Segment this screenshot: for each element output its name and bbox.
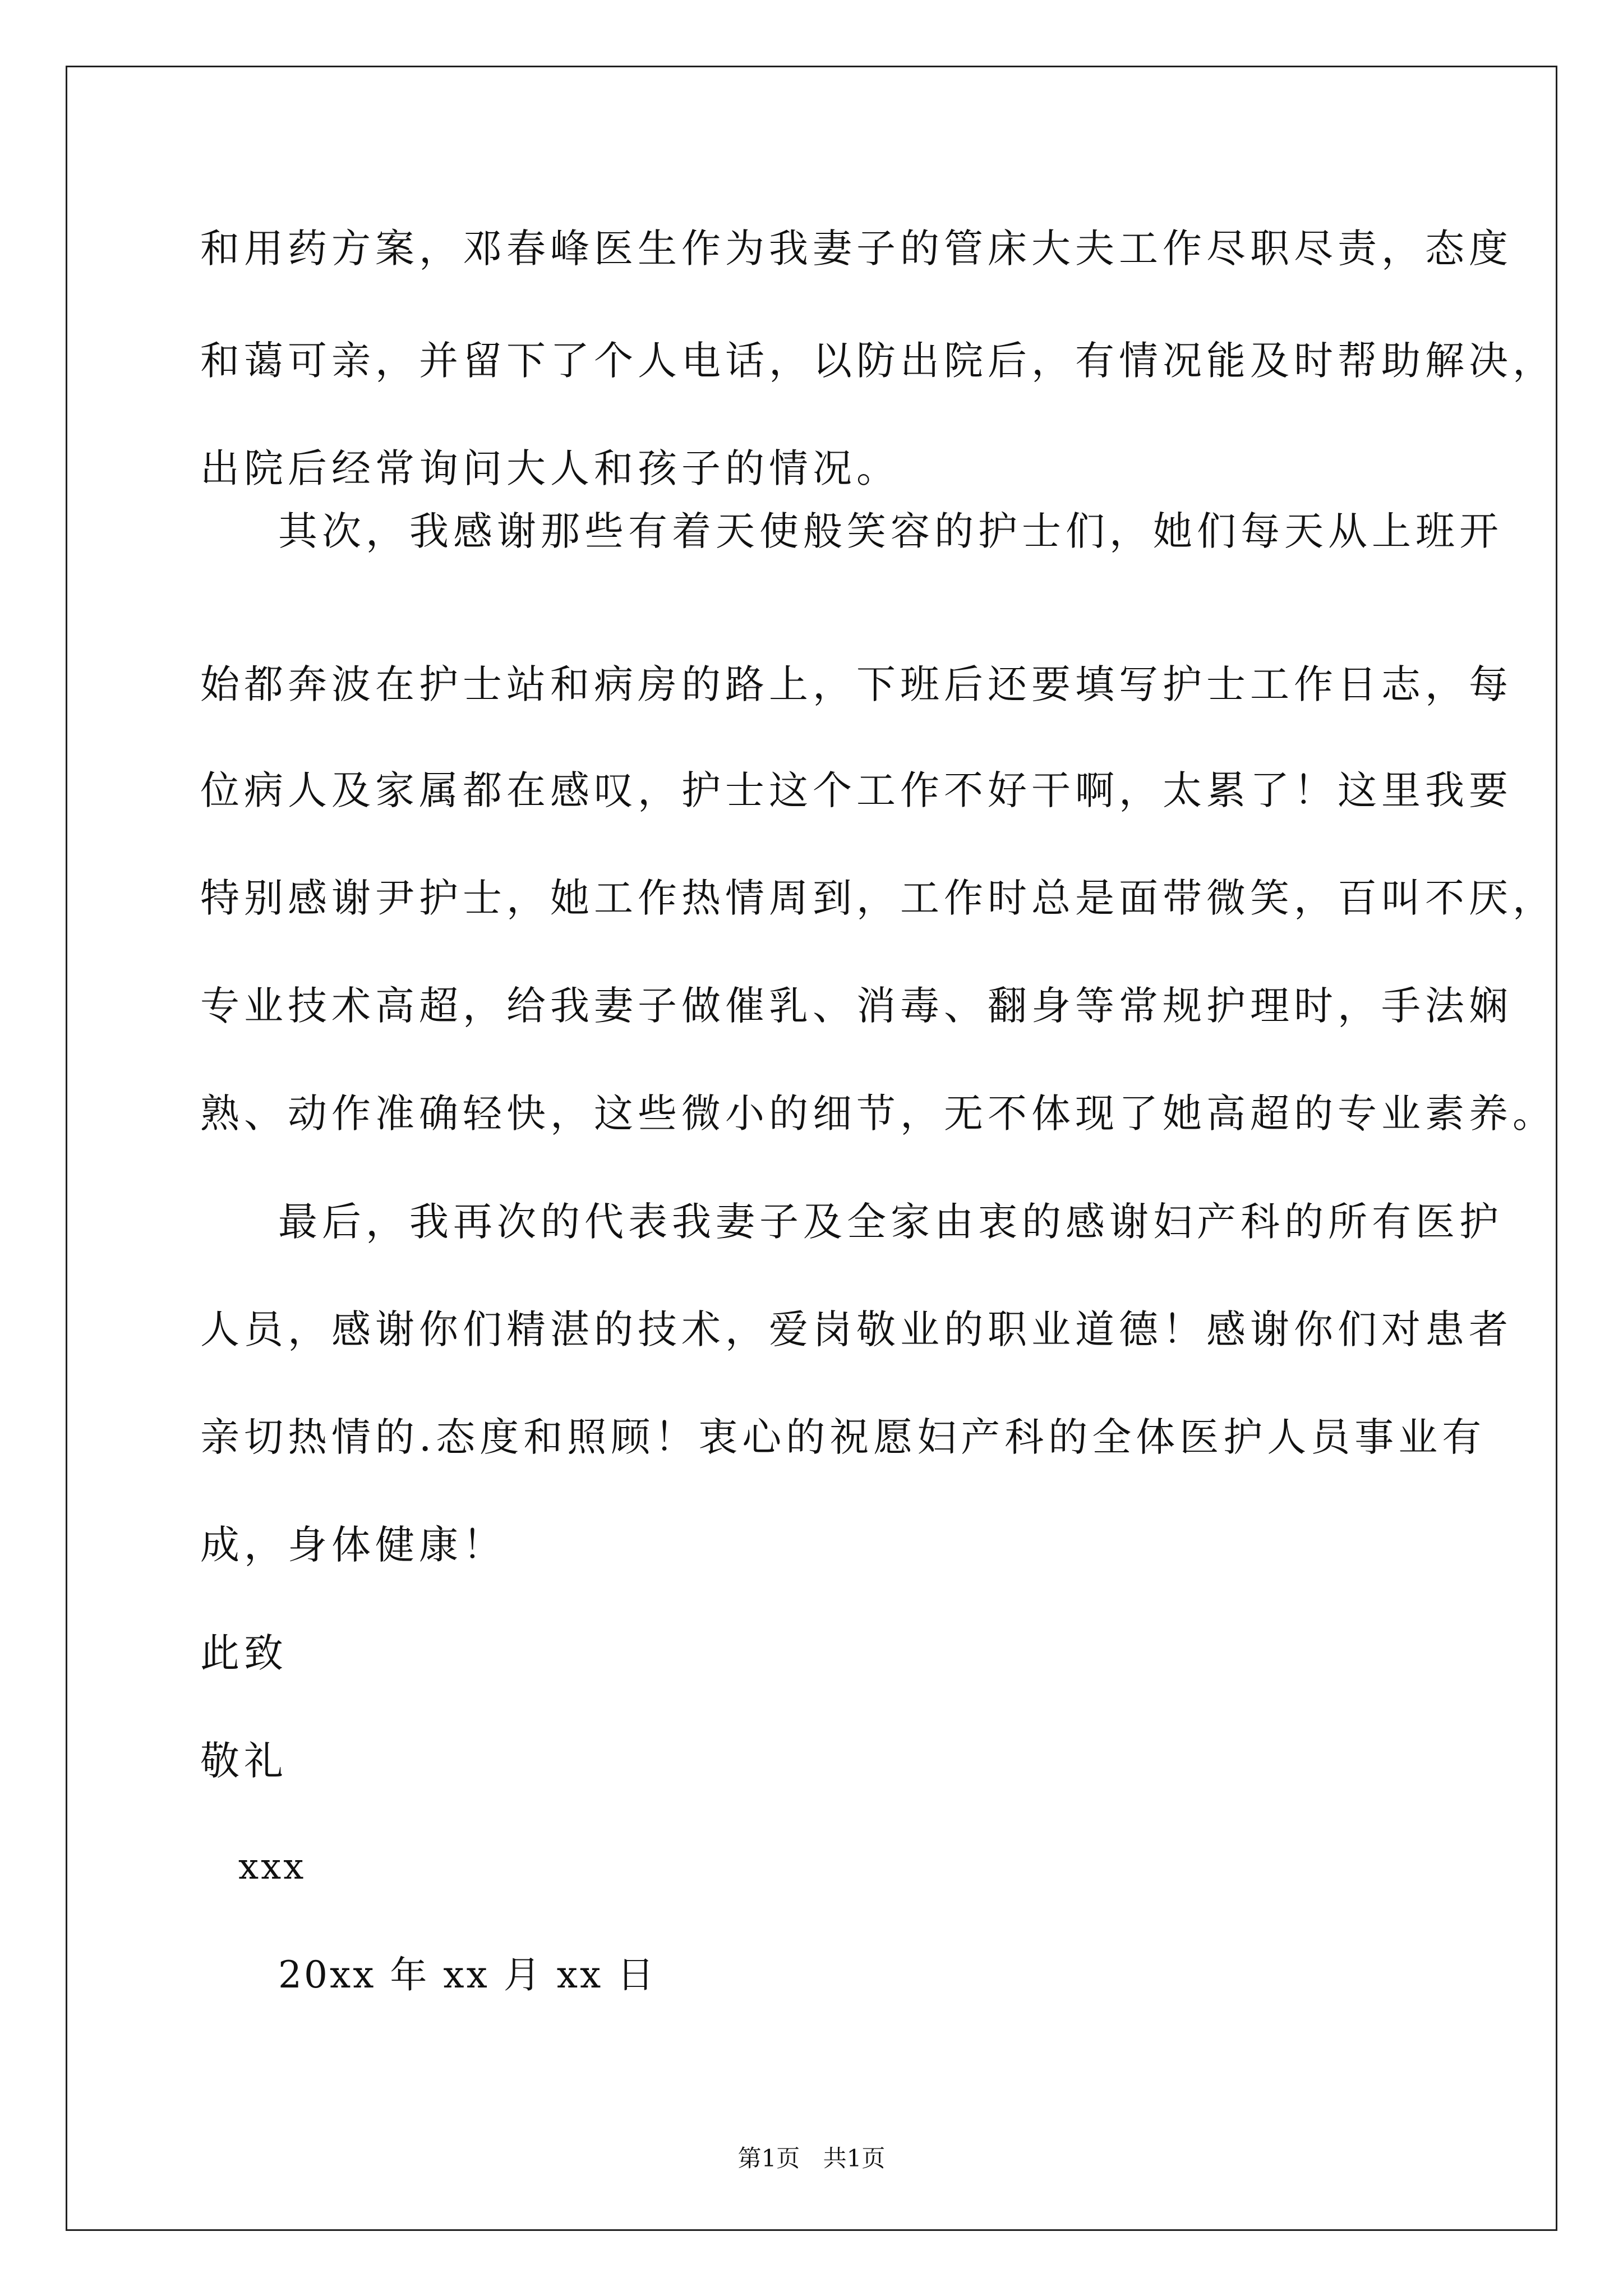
paragraph-2-line-5: 专业技术高超，给我妻子做催乳、消毒、翻身等常规护理时，手法娴 — [200, 983, 1513, 1029]
page-footer — [0, 2140, 1623, 2174]
paragraph-1-line-3: 出院后经常询问大人和孩子的情况。 — [200, 445, 900, 491]
page-border — [66, 66, 1557, 2231]
paragraph-3-line-4: 成，身体健康！ — [200, 1522, 506, 1568]
paragraph-3-line-3: 亲切热情的.态度和照顾！衷心的祝愿妇产科的全体医护人员事业有 — [200, 1414, 1486, 1460]
page-number-total: 共1页 — [823, 2145, 886, 2172]
paragraph-1-line-1: 和用药方案，邓春峰医生作为我妻子的管床大夫工作尽职尽责，态度 — [200, 226, 1513, 272]
closing-salutation: 此致 — [200, 1630, 288, 1676]
paragraph-2-line-4: 特别感谢尹护士，她工作热情周到，工作时总是面带微笑，百叫不厌， — [200, 875, 1556, 921]
paragraph-1-line-2: 和蔼可亲，并留下了个人电话，以防出院后，有情况能及时帮助解决， — [200, 338, 1556, 384]
paragraph-2-line-2: 始都奔波在护士站和病房的路上，下班后还要填写护士工作日志，每 — [200, 661, 1513, 707]
paragraph-2-line-3: 位病人及家属都在感叹，护士这个工作不好干啊，太累了！这里我要 — [200, 767, 1513, 813]
signature-name: xxx — [238, 1846, 306, 1888]
signature-date: 20xx 年 xx 月 xx 日 — [278, 1953, 657, 1996]
paragraph-2-line-1: 其次，我感谢那些有着天使般笑容的护士们，她们每天从上班开 — [278, 508, 1503, 554]
paragraph-2-line-6: 熟、动作准确轻快，这些微小的细节，无不体现了她高超的专业素养。 — [200, 1091, 1556, 1137]
closing-regards: 敬礼 — [200, 1738, 288, 1784]
paragraph-3-line-2: 人员，感谢你们精湛的技术，爱岗敬业的职业道德！感谢你们对患者 — [200, 1306, 1513, 1352]
paragraph-3-line-1: 最后，我再次的代表我妻子及全家由衷的感谢妇产科的所有医护 — [278, 1199, 1503, 1245]
page-number-current: 第1页 — [737, 2145, 800, 2172]
